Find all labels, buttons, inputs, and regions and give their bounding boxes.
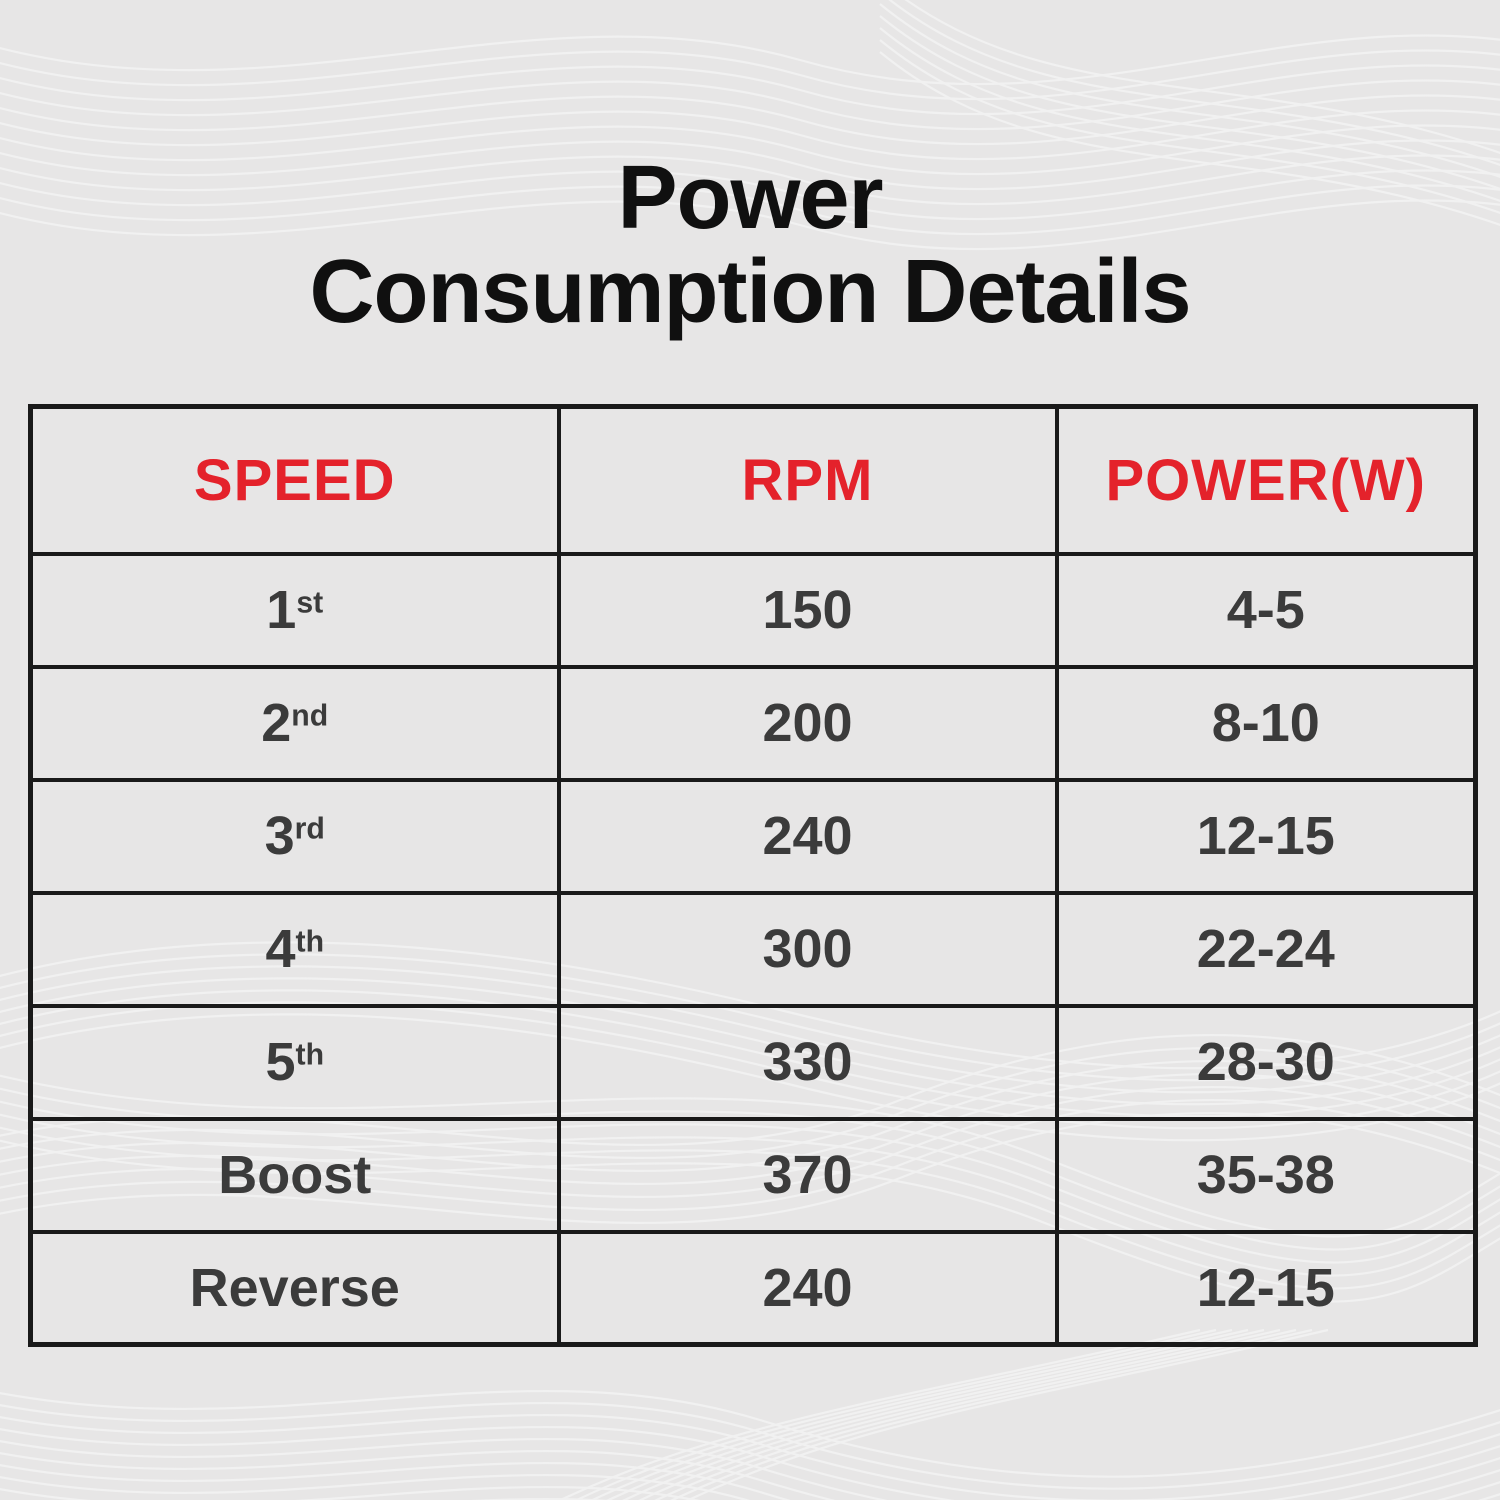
power-cell: 12-15 bbox=[1057, 1232, 1476, 1345]
rpm-cell: 200 bbox=[559, 667, 1057, 780]
table-row bbox=[31, 1119, 1476, 1232]
rpm-cell: 330 bbox=[559, 1006, 1057, 1119]
speed-cell bbox=[31, 1006, 559, 1119]
header-power: POWER(W) bbox=[1057, 407, 1476, 554]
speed-value: 2 bbox=[261, 693, 292, 753]
header-rpm: RPM bbox=[559, 407, 1057, 554]
speed-ordinal: nd bbox=[291, 699, 329, 733]
speed-cell bbox=[31, 780, 559, 893]
speed-cell bbox=[31, 893, 559, 1006]
table-row bbox=[31, 667, 1476, 780]
speed-cell bbox=[31, 554, 559, 667]
speed-value: Reverse bbox=[189, 1257, 400, 1318]
rpm-cell: 300 bbox=[559, 893, 1057, 1006]
rpm-cell: 370 bbox=[559, 1119, 1057, 1232]
page-title bbox=[0, 148, 1500, 342]
power-cell: 28-30 bbox=[1057, 1006, 1476, 1119]
rpm-cell: 240 bbox=[559, 780, 1057, 893]
speed-ordinal: th bbox=[295, 925, 325, 959]
header-speed: SPEED bbox=[31, 407, 559, 554]
power-consumption-table bbox=[28, 404, 1478, 1347]
table-row bbox=[31, 780, 1476, 893]
rpm-cell: 150 bbox=[559, 554, 1057, 667]
speed-ordinal: rd bbox=[294, 812, 325, 846]
speed-cell bbox=[31, 667, 559, 780]
page-title-line1: Power bbox=[617, 148, 883, 248]
power-cell: 22-24 bbox=[1057, 893, 1476, 1006]
power-cell: 35-38 bbox=[1057, 1119, 1476, 1232]
table-row bbox=[31, 554, 1476, 667]
power-cell: 8-10 bbox=[1057, 667, 1476, 780]
speed-cell bbox=[31, 1119, 559, 1232]
speed-ordinal: th bbox=[295, 1038, 325, 1072]
table-row bbox=[31, 1006, 1476, 1119]
speed-value: 4 bbox=[265, 919, 296, 979]
speed-value: 3 bbox=[264, 806, 295, 866]
speed-value: 5 bbox=[265, 1032, 296, 1092]
table-row bbox=[31, 1232, 1476, 1345]
speed-cell bbox=[31, 1232, 559, 1345]
table-row bbox=[31, 893, 1476, 1006]
power-cell: 4-5 bbox=[1057, 554, 1476, 667]
speed-value: 1 bbox=[266, 580, 297, 640]
speed-ordinal: st bbox=[296, 586, 324, 620]
page-title-line2: Consumption Details bbox=[309, 241, 1191, 342]
table-header-row bbox=[31, 407, 1476, 554]
power-cell: 12-15 bbox=[1057, 780, 1476, 893]
rpm-cell: 240 bbox=[559, 1232, 1057, 1345]
speed-value: Boost bbox=[218, 1145, 372, 1205]
